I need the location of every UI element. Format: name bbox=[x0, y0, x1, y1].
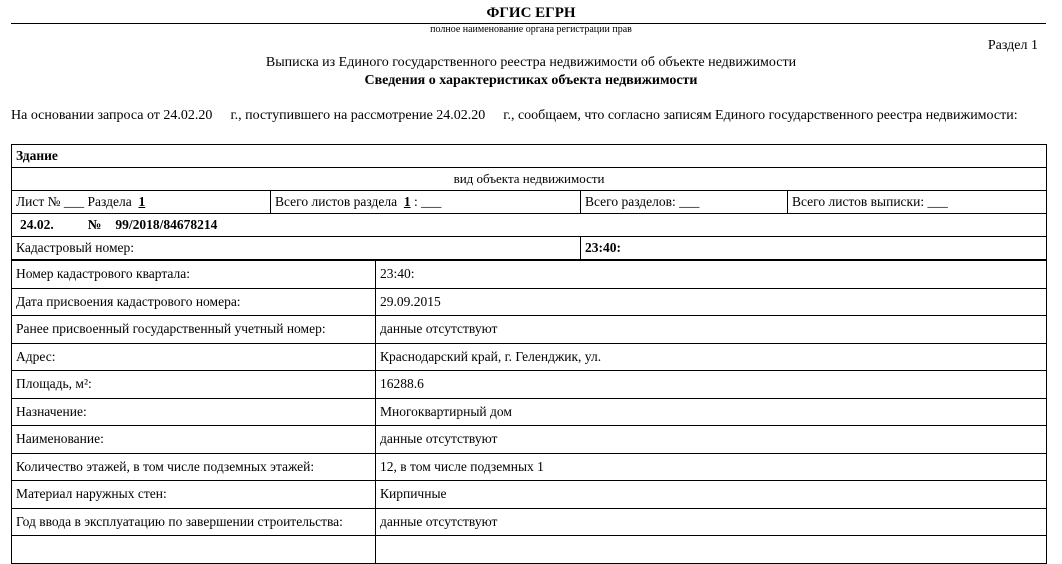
row-label: Номер кадастрового квартала: bbox=[12, 261, 376, 289]
extract-number: 99/2018/84678214 bbox=[115, 217, 218, 232]
table-row bbox=[12, 261, 1047, 289]
row-label: Назначение: bbox=[12, 398, 376, 426]
section-label: Раздел 1 bbox=[987, 38, 1038, 53]
row-label: Количество этажей, в том числе подземных этажей: bbox=[12, 453, 376, 481]
object-type: Здание bbox=[12, 145, 1047, 168]
table-row bbox=[12, 343, 1047, 371]
table-row bbox=[12, 371, 1047, 399]
row-label: Наименование: bbox=[12, 426, 376, 454]
sheet-number-cell bbox=[12, 191, 271, 214]
row-value: Краснодарский край, г. Геленджик, ул. bbox=[376, 343, 1047, 371]
extract-number-label: № bbox=[87, 217, 102, 232]
row-value: данные отсутствуют bbox=[376, 316, 1047, 344]
row-label: Площадь, м²: bbox=[12, 371, 376, 399]
table-row bbox=[12, 481, 1047, 509]
cadastral-number-value: 23:40: bbox=[581, 237, 1047, 260]
intro-paragraph bbox=[11, 107, 1051, 125]
intro-part-2: г., поступившего на рассмотрение 24.02.20 bbox=[230, 108, 486, 123]
row-value: 16288.6 bbox=[376, 371, 1047, 399]
table-row bbox=[12, 316, 1047, 344]
row-label: Материал наружных стен: bbox=[12, 481, 376, 509]
row-label: Ранее присвоенный государственный учетный номер: bbox=[12, 316, 376, 344]
total-sections-cell: Всего разделов: ___ bbox=[581, 191, 788, 214]
table-row bbox=[12, 426, 1047, 454]
characteristics-table bbox=[11, 260, 1047, 564]
table-row bbox=[12, 398, 1047, 426]
row-label: Адрес: bbox=[12, 343, 376, 371]
total-sheets-suffix: : ___ bbox=[413, 194, 442, 209]
total-sheets-value: 1 bbox=[403, 194, 411, 209]
extract-date: 24.02. bbox=[20, 217, 54, 232]
document-title: Выписка из Единого государственного реестра недвижимости об объекте недвижимости bbox=[265, 55, 797, 70]
table-row bbox=[12, 508, 1047, 536]
row-value: 12, в том числе подземных 1 bbox=[376, 453, 1047, 481]
object-type-caption: вид объекта недвижимости bbox=[12, 168, 1047, 191]
total-sheets-cell bbox=[271, 191, 581, 214]
sheet-section: 1 bbox=[138, 194, 146, 209]
table-row bbox=[12, 288, 1047, 316]
row-value: Кирпичные bbox=[376, 481, 1047, 509]
organization-caption: полное наименование органа регистрации прав bbox=[430, 24, 632, 35]
sheet-prefix: Лист № ___ Раздела bbox=[16, 194, 132, 209]
row-value: данные отсутствуют bbox=[376, 508, 1047, 536]
total-sheets-prefix: Всего листов раздела bbox=[275, 194, 398, 209]
row-value: 29.09.2015 bbox=[376, 288, 1047, 316]
intro-part-3: г., сообщаем, что согласно записям Единого государственного реестра недвижимости: bbox=[503, 108, 1018, 123]
organization-name: ФГИС ЕГРН bbox=[486, 5, 576, 21]
total-extract-sheets-cell: Всего листов выписки: ___ bbox=[788, 191, 1047, 214]
row-label: Год ввода в эксплуатацию по завершении строительства: bbox=[12, 508, 376, 536]
document-subtitle: Сведения о характеристиках объекта недвижимости bbox=[364, 73, 698, 88]
extract-number-cell bbox=[12, 214, 1047, 237]
row-label: Дата присвоения кадастрового номера: bbox=[12, 288, 376, 316]
row-value: 23:40: bbox=[376, 261, 1047, 289]
table-row bbox=[12, 453, 1047, 481]
object-header-table bbox=[11, 144, 1047, 260]
row-value: данные отсутствуют bbox=[376, 426, 1047, 454]
intro-part-1: На основании запроса от 24.02.20 bbox=[11, 108, 213, 123]
cadastral-number-label: Кадастровый номер: bbox=[12, 237, 581, 260]
row-value: Многоквартирный дом bbox=[376, 398, 1047, 426]
